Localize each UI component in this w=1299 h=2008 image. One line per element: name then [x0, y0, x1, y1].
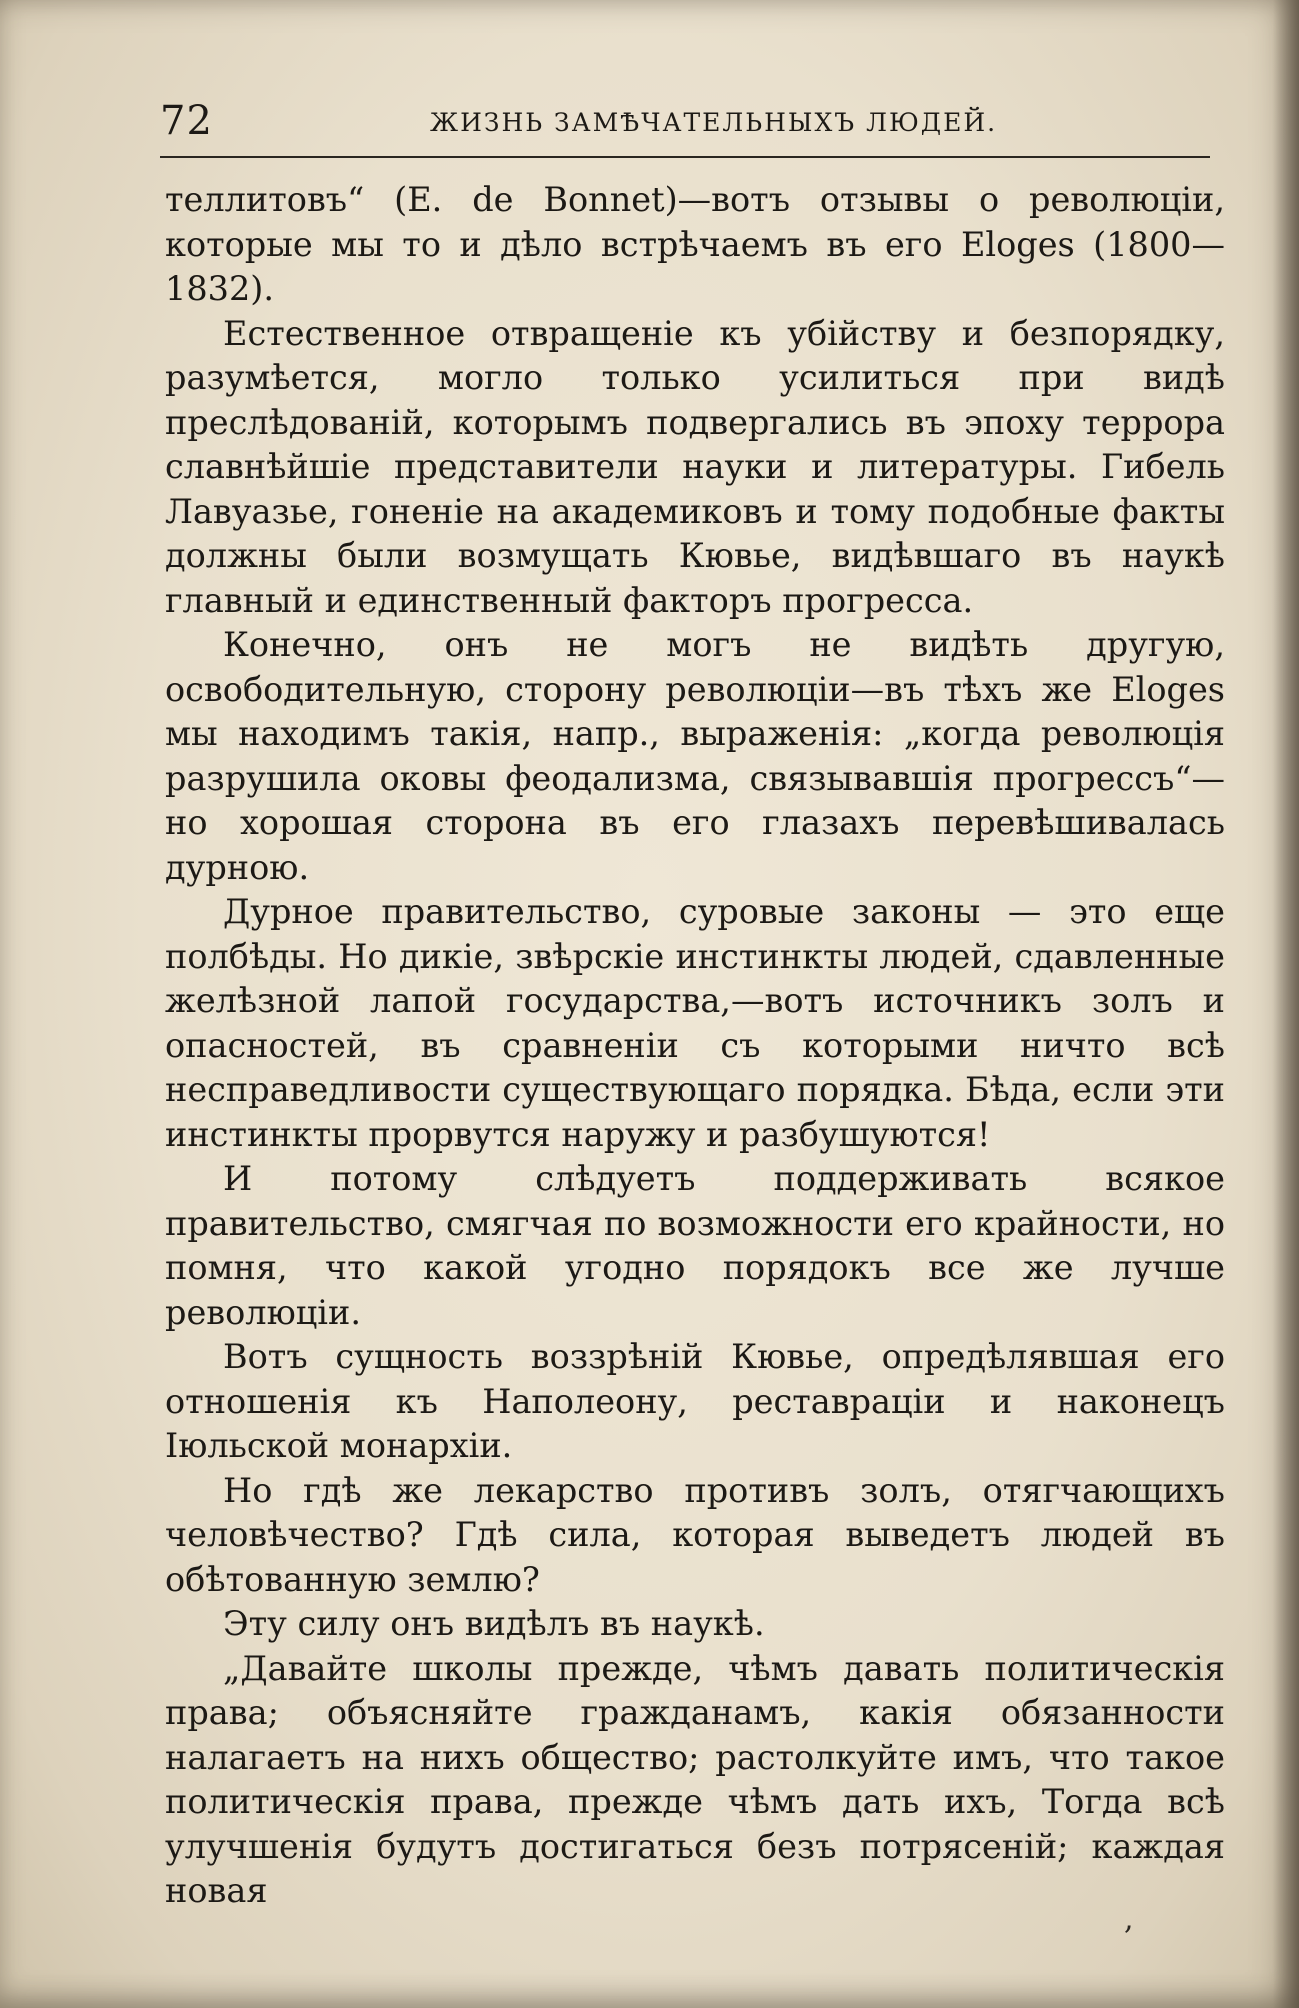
paragraph: Конечно, онъ не могъ не видѣть другую, освободительную, сторону революціи—въ тѣхъ же Eloges мы находимъ такія, напр., выраженія: „когда революція разрушила оковы феодализма, связывавшія прогрессъ“—но хорошая сторона въ его глазахъ перевѣшивалась дурною.: [165, 625, 1225, 887]
paragraph: „Давайте школы прежде, чѣмъ давать политическія права; объясняйте гражданамъ, какія обязанности налагаетъ на нихъ общество; растолкуйте имъ, что такое политическія права, прежде чѣмъ дать ихъ, Тогда всѣ улучшенія будутъ достигаться безъ потрясеній; каждая новая: [165, 1648, 1225, 1910]
paragraph: Дурное правительство, суровые законы — это еще полбѣды. Но дикіе, звѣрскіе инстинкты людей, сдавленные желѣзной лапой государства,—вотъ источникъ золъ и опасностей, въ сравненіи съ которыми ничто всѣ несправедливости существующаго порядка. Бѣда, если эти инстинкты прорвутся наружу и разбушуются!: [165, 892, 1225, 1154]
body-text: [165, 178, 1225, 1914]
paragraph: Естественное отвращеніе къ убійству и безпорядку, разумѣется, могло только усилиться при видѣ преслѣдованій, которымъ подвергались въ эпоху террора славнѣйшіе представители науки и литературы. Гибель Лавуазье, гоненіе на академиковъ и тому подобные факты должны были возмущать Кювье, видѣвшаго въ наукѣ главный и единственный факторъ прогресса.: [165, 313, 1225, 620]
running-title: ЖИЗНЬ ЗАМѢЧАТЕЛЬНЫХЪ ЛЮДЕЙ.: [430, 108, 998, 137]
page-number: 72: [160, 98, 213, 144]
paragraph-continuation: теллитовъ“ (E. de Bonnet)—вотъ отзывы о революціи, которые мы то и дѣло встрѣчаемъ въ его Eloges (1800—1832).: [165, 180, 1225, 308]
page-header: [160, 98, 1220, 144]
paragraph: Вотъ сущность воззрѣній Кювье, опредѣлявшая его отношенія къ Наполеону, реставраціи и наконецъ Іюльской монархіи.: [165, 1337, 1225, 1465]
stray-mark: ,: [1124, 1902, 1134, 1937]
paragraph: Но гдѣ же лекарство противъ золъ, отягчающихъ человѣчество? Гдѣ сила, которая выведетъ людей въ обѣтованную землю?: [165, 1470, 1225, 1599]
paragraph: Эту силу онъ видѣлъ въ наукѣ.: [223, 1604, 765, 1643]
paragraph: И потому слѣдуетъ поддерживать всякое правительство, смягчая по возможности его крайности, но помня, что какой угодно порядокъ все же лучше революціи.: [165, 1159, 1225, 1332]
header-rule: [160, 156, 1210, 158]
